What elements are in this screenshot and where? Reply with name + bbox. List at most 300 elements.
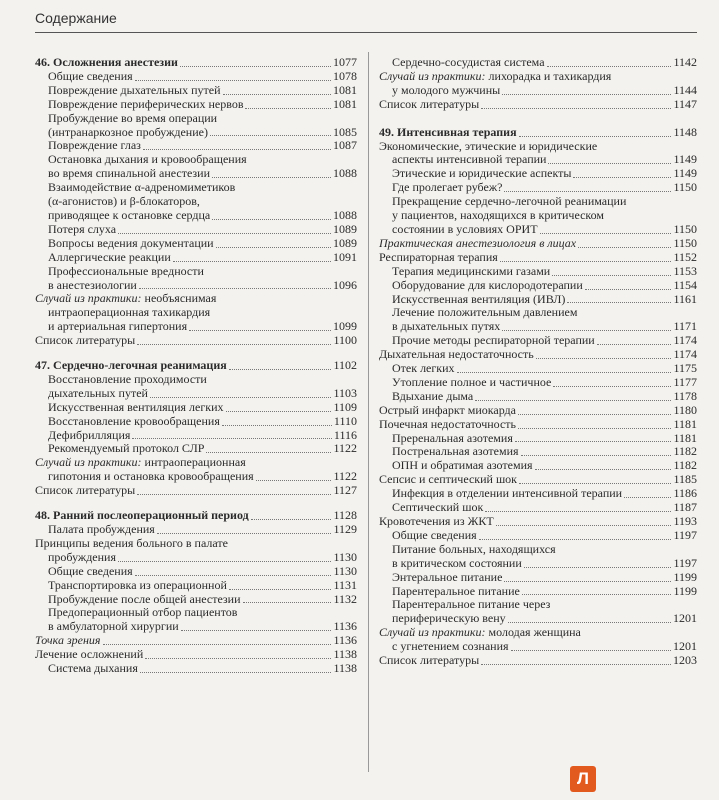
toc-entry bbox=[379, 585, 697, 599]
page-number: 1077 bbox=[333, 55, 357, 69]
toc-entry bbox=[35, 237, 357, 251]
toc-entry bbox=[35, 565, 357, 579]
dot-leader bbox=[118, 561, 331, 562]
toc-entry-text: Случай из практики: bbox=[379, 68, 486, 83]
toc-entry-title bbox=[48, 662, 138, 676]
toc-entry-text: 48. Ранний послеоперационный период bbox=[35, 508, 249, 523]
toc-entry-title bbox=[392, 293, 565, 307]
dot-leader bbox=[135, 575, 332, 576]
toc-entry-text: Оборудование для кислородотерапии bbox=[392, 277, 583, 292]
page-number: 1178 bbox=[673, 388, 697, 403]
toc-entry bbox=[379, 265, 697, 279]
dot-leader bbox=[206, 452, 331, 453]
toc-entry bbox=[379, 209, 697, 223]
page-number: 1174 bbox=[673, 347, 697, 362]
toc-entry-title bbox=[392, 56, 545, 70]
toc-entry-title bbox=[392, 585, 520, 599]
toc-entry bbox=[379, 153, 697, 167]
toc-entry-text: Повреждение периферических нервов bbox=[48, 96, 244, 111]
dot-leader bbox=[245, 108, 331, 109]
toc-entry bbox=[35, 251, 357, 265]
toc-entry-text: в критическом состоянии bbox=[392, 555, 522, 570]
dot-leader bbox=[475, 400, 671, 401]
toc-entry-text: Искусственная вентиляция (ИВЛ) bbox=[392, 291, 566, 306]
toc-entry-title bbox=[392, 306, 577, 320]
toc-entry bbox=[379, 432, 697, 446]
page-number: 1177 bbox=[673, 374, 697, 389]
toc-entry-title bbox=[48, 565, 133, 579]
dot-leader bbox=[536, 358, 672, 359]
toc-entry-title bbox=[35, 456, 246, 470]
toc-entry-text: Практическая анестезиология в лицах bbox=[379, 235, 577, 250]
page-number: 1109 bbox=[333, 399, 357, 414]
toc-entry-text: ОПН и обратимая азотемия bbox=[392, 458, 533, 473]
toc-entry bbox=[35, 373, 357, 387]
toc-entry bbox=[379, 140, 697, 154]
dot-leader bbox=[573, 177, 671, 178]
toc-entry-text: Сердечно-сосудистая система bbox=[392, 55, 545, 69]
toc-entry-text: Утопление полное и частичное bbox=[392, 374, 552, 389]
toc-entry bbox=[379, 320, 697, 334]
toc-entry bbox=[35, 537, 357, 551]
toc-entry-title bbox=[48, 167, 210, 181]
toc-entry-text: Прекращение сердечно-легочной реанимации bbox=[392, 194, 627, 209]
toc-entry-text: во время спинальной анестезии bbox=[48, 166, 211, 181]
toc-entry bbox=[35, 648, 357, 662]
page-number: 1182 bbox=[673, 444, 697, 459]
toc-entry-title bbox=[48, 306, 210, 320]
toc-entry-title bbox=[392, 487, 622, 501]
toc-entry-title bbox=[392, 390, 473, 404]
toc-chapter bbox=[35, 56, 357, 70]
page-number: 1161 bbox=[673, 291, 697, 306]
page-number: 1148 bbox=[673, 124, 697, 139]
toc-entry-title bbox=[48, 470, 254, 484]
toc-entry-text: Случай из практики: bbox=[379, 625, 486, 640]
toc-entry bbox=[35, 223, 357, 237]
page-number: 1116 bbox=[333, 427, 357, 442]
toc-entry-text: с угнетением сознания bbox=[392, 639, 509, 654]
toc-column-left bbox=[35, 56, 357, 676]
toc-entry-text: Восстановление проходимости bbox=[48, 371, 207, 386]
page-number: 1175 bbox=[673, 361, 697, 376]
page-number: 1110 bbox=[333, 413, 357, 428]
toc-entry-text: интраоперационная тахикардия bbox=[48, 305, 211, 320]
toc-entry-title bbox=[379, 126, 517, 140]
toc-entry bbox=[379, 473, 697, 487]
toc-entry-text: дыхательных путей bbox=[48, 385, 148, 400]
toc-entry-text: Список литературы bbox=[379, 96, 480, 111]
page-number: 1181 bbox=[673, 430, 697, 445]
dot-leader bbox=[522, 594, 672, 595]
toc-entry bbox=[379, 84, 697, 98]
toc-entry bbox=[35, 387, 357, 401]
toc-entry bbox=[379, 251, 697, 265]
page-number: 1193 bbox=[673, 514, 697, 528]
page-number: 1187 bbox=[673, 500, 697, 515]
toc-entry-title bbox=[379, 70, 611, 84]
dot-leader bbox=[481, 108, 671, 109]
toc-entry-title bbox=[392, 195, 626, 209]
toc-entry-title bbox=[392, 571, 502, 585]
dot-leader bbox=[521, 455, 672, 456]
toc-entry bbox=[35, 209, 357, 223]
toc-entry-title bbox=[48, 237, 214, 251]
toc-entry-text-rest: интраоперационная bbox=[141, 455, 246, 470]
toc-entry-text: Сепсис и септический шок bbox=[379, 472, 518, 487]
toc-entry-text: Потеря слуха bbox=[48, 221, 117, 236]
toc-entry-title bbox=[35, 484, 135, 498]
page-number: 1171 bbox=[673, 319, 697, 334]
dot-leader bbox=[500, 261, 672, 262]
toc-entry-text: Принципы ведения больного в палате bbox=[35, 535, 228, 550]
toc-entry-title bbox=[392, 543, 556, 557]
toc-entry bbox=[35, 98, 357, 112]
toc-entry-title bbox=[35, 634, 101, 648]
page-number: 1078 bbox=[333, 68, 357, 83]
toc-entry-title bbox=[35, 509, 249, 523]
toc-entry-text: 46. Осложнения анестезии bbox=[35, 55, 178, 69]
dot-leader bbox=[553, 386, 671, 387]
toc-entry bbox=[35, 334, 357, 348]
toc-entry bbox=[379, 529, 697, 543]
toc-entry-text: периферическую вену bbox=[392, 611, 506, 626]
toc-entry bbox=[35, 456, 357, 470]
toc-entry bbox=[379, 348, 697, 362]
toc-entry bbox=[35, 306, 357, 320]
dot-leader bbox=[139, 288, 331, 289]
toc-entry bbox=[379, 376, 697, 390]
dot-leader bbox=[479, 539, 672, 540]
toc-entry bbox=[379, 626, 697, 640]
page-number: 1088 bbox=[333, 166, 357, 181]
page-number: 1131 bbox=[333, 577, 357, 592]
toc-entry-title bbox=[392, 445, 519, 459]
page-number: 1127 bbox=[333, 483, 357, 498]
toc-entry bbox=[379, 167, 697, 181]
dot-leader bbox=[567, 302, 671, 303]
toc-entry-text: Случай из практики: bbox=[35, 291, 142, 306]
page-number: 1099 bbox=[333, 319, 357, 334]
toc-chapter bbox=[35, 359, 357, 373]
toc-entry-title bbox=[48, 251, 171, 265]
toc-entry-text: Случай из практики: bbox=[35, 455, 142, 470]
page-number: 1088 bbox=[333, 207, 357, 222]
dot-leader bbox=[502, 94, 671, 95]
toc-entry bbox=[379, 362, 697, 376]
page-number: 1091 bbox=[333, 249, 357, 264]
toc-entry-text: Остановка дыхания и кровообращения bbox=[48, 152, 247, 167]
dot-leader bbox=[519, 483, 671, 484]
toc-entry-text: Экономические, этические и юридические bbox=[379, 138, 598, 153]
page-number: 1132 bbox=[333, 591, 357, 606]
running-header: Содержание bbox=[35, 10, 117, 26]
dot-leader bbox=[457, 372, 672, 373]
toc-entry-title bbox=[48, 415, 220, 429]
toc-entry-title bbox=[392, 598, 550, 612]
toc-entry bbox=[379, 404, 697, 418]
toc-entry-text: Кровотечения из ЖКТ bbox=[379, 514, 494, 528]
toc-entry-title bbox=[379, 418, 516, 432]
toc-entry-title bbox=[48, 112, 217, 126]
toc-entry bbox=[379, 334, 697, 348]
toc-entry-title bbox=[48, 442, 204, 456]
toc-entry-title bbox=[48, 70, 133, 84]
toc-entry-title bbox=[48, 373, 207, 387]
toc-entry-text: у молодого мужчины bbox=[392, 82, 501, 97]
toc-entry-title bbox=[48, 209, 210, 223]
toc-entry bbox=[35, 167, 357, 181]
dot-leader bbox=[181, 630, 332, 631]
toc-entry-text: Дыхательная недостаточность bbox=[379, 347, 534, 362]
toc-entry-title bbox=[379, 98, 479, 112]
toc-entry-text: Парентеральное питание bbox=[392, 583, 520, 598]
toc-entry-text: Точка зрения bbox=[35, 633, 101, 648]
toc-entry-text: Парентеральное питание через bbox=[392, 597, 551, 612]
toc-entry-text: Список литературы bbox=[35, 483, 136, 498]
toc-entry bbox=[379, 390, 697, 404]
toc-entry-title bbox=[392, 640, 509, 654]
toc-entry-text: Дефибрилляция bbox=[48, 427, 131, 442]
toc-entry bbox=[379, 612, 697, 626]
toc-entry-title bbox=[392, 501, 483, 515]
toc-entry-text: Этические и юридические аспекты bbox=[392, 166, 572, 181]
toc-entry bbox=[379, 98, 697, 112]
toc-entry-title bbox=[392, 265, 550, 279]
toc-entry-text-rest: лихорадка и тахикардия bbox=[485, 68, 612, 83]
toc-entry bbox=[35, 126, 357, 140]
toc-entry-title bbox=[35, 648, 143, 662]
toc-entry-text: Энтеральное питание bbox=[392, 569, 503, 584]
toc-entry bbox=[379, 70, 697, 84]
toc-entry-text: Терапия медицинскими газами bbox=[392, 263, 551, 278]
dot-leader bbox=[229, 589, 332, 590]
dot-leader bbox=[229, 369, 332, 370]
toc-entry-title bbox=[48, 387, 148, 401]
toc-entry-text: Прочие методы респираторной терапии bbox=[392, 333, 595, 348]
page-number: 1154 bbox=[673, 277, 697, 292]
page-number: 1152 bbox=[673, 249, 697, 264]
dot-leader bbox=[597, 344, 672, 345]
dot-leader bbox=[212, 219, 331, 220]
dot-leader bbox=[548, 163, 671, 164]
dot-leader bbox=[540, 233, 672, 234]
toc-entry bbox=[379, 654, 697, 668]
toc-entry-text: Респираторная терапия bbox=[379, 249, 498, 264]
page-number: 1081 bbox=[333, 82, 357, 97]
toc-entry-text: Пробуждение во время операции bbox=[48, 110, 218, 125]
toc-entry-title bbox=[48, 593, 241, 607]
toc-entry-title bbox=[379, 515, 494, 529]
toc-entry-text-rest: молодая женщина bbox=[485, 625, 581, 640]
toc-entry-title bbox=[35, 334, 135, 348]
toc-entry bbox=[379, 181, 697, 195]
dot-leader bbox=[496, 525, 672, 526]
dot-leader bbox=[103, 644, 332, 645]
toc-entry-title bbox=[392, 167, 571, 181]
section-spacer bbox=[379, 112, 697, 126]
dot-leader bbox=[585, 289, 672, 290]
column-divider bbox=[368, 52, 369, 772]
page-number: 1147 bbox=[673, 96, 697, 111]
dot-leader bbox=[157, 533, 332, 534]
toc-entry bbox=[379, 459, 697, 473]
toc-entry bbox=[35, 634, 357, 648]
toc-entry-title bbox=[379, 237, 576, 251]
toc-entry bbox=[35, 523, 357, 537]
dot-leader bbox=[212, 177, 331, 178]
dot-leader bbox=[524, 567, 672, 568]
toc-entry bbox=[35, 279, 357, 293]
page-number: 1129 bbox=[333, 522, 357, 536]
toc-entry bbox=[379, 557, 697, 571]
toc-entry-text: аспекты интенсивной терапии bbox=[392, 152, 547, 167]
publisher-logo: Л bbox=[570, 766, 596, 792]
page-number: 1138 bbox=[333, 661, 357, 676]
page-number: 1102 bbox=[333, 358, 357, 373]
toc-entry-text: Лечение осложнений bbox=[35, 647, 144, 662]
dot-leader bbox=[135, 80, 331, 81]
toc-entry-title bbox=[392, 153, 546, 167]
page-number: 1122 bbox=[333, 441, 357, 456]
page-number: 1138 bbox=[333, 647, 357, 662]
toc-entry-title bbox=[35, 359, 227, 373]
page-number: 1180 bbox=[673, 402, 697, 417]
dot-leader bbox=[552, 275, 671, 276]
toc-entry-title bbox=[392, 362, 455, 376]
toc-entry bbox=[35, 401, 357, 415]
toc-entry-text-rest: необъяснимая bbox=[141, 291, 217, 306]
page-number: 1122 bbox=[333, 469, 357, 484]
toc-entry-text: Предоперационный отбор пациентов bbox=[48, 605, 238, 620]
toc-entry-title bbox=[392, 376, 551, 390]
page-number: 1197 bbox=[673, 555, 697, 570]
dot-leader bbox=[518, 414, 671, 415]
toc-entry-text: у пациентов, находящихся в критическом bbox=[392, 208, 604, 223]
toc-chapter bbox=[35, 509, 357, 523]
toc-entry-title bbox=[392, 334, 595, 348]
dot-leader bbox=[173, 261, 331, 262]
toc-entry-title bbox=[392, 320, 500, 334]
toc-entry-text: Пробуждение после общей анестезии bbox=[48, 591, 241, 606]
dot-leader bbox=[140, 672, 332, 673]
toc-entry-title bbox=[392, 459, 533, 473]
toc-entry-title bbox=[48, 98, 243, 112]
toc-entry-title bbox=[48, 401, 224, 415]
toc-entry bbox=[379, 56, 697, 70]
toc-entry bbox=[379, 445, 697, 459]
toc-entry-title bbox=[392, 223, 538, 237]
toc-entry-title bbox=[392, 529, 477, 543]
toc-entry bbox=[379, 487, 697, 501]
toc-entry-title bbox=[48, 279, 137, 293]
toc-entry-text: в амбулаторной хирургии bbox=[48, 619, 179, 634]
dot-leader bbox=[132, 438, 332, 439]
toc-entry-title bbox=[379, 626, 581, 640]
dot-leader bbox=[137, 494, 331, 495]
dot-leader bbox=[547, 66, 672, 67]
page-number: 1201 bbox=[673, 639, 697, 654]
dot-leader bbox=[504, 191, 671, 192]
toc-entry bbox=[35, 593, 357, 607]
dot-leader bbox=[518, 428, 671, 429]
page-number: 1096 bbox=[333, 277, 357, 292]
toc-entry-text: Лечение положительным давлением bbox=[392, 305, 578, 320]
page-number: 1081 bbox=[333, 96, 357, 111]
toc-entry bbox=[35, 429, 357, 443]
toc-entry bbox=[379, 293, 697, 307]
toc-entry-text: и артериальная гипертония bbox=[48, 319, 188, 334]
toc-entry bbox=[379, 279, 697, 293]
dot-leader bbox=[519, 136, 672, 137]
toc-entry-title bbox=[379, 473, 517, 487]
toc-entry-title bbox=[392, 557, 522, 571]
dot-leader bbox=[226, 411, 332, 412]
toc-entry-text: Где пролегает рубеж? bbox=[392, 180, 503, 195]
toc-entry-text: Профессиональные вредности bbox=[48, 263, 204, 278]
toc-chapter bbox=[379, 126, 697, 140]
toc-entry-text: Восстановление кровообращения bbox=[48, 413, 220, 428]
toc-entry bbox=[35, 320, 357, 334]
toc-entry bbox=[379, 571, 697, 585]
toc-entry-text: пробуждения bbox=[48, 549, 116, 564]
dot-leader bbox=[180, 66, 331, 67]
toc-entry bbox=[379, 515, 697, 529]
page-number: 1136 bbox=[333, 619, 357, 634]
toc-entry-text: в анестезиологии bbox=[48, 277, 137, 292]
page-number: 1197 bbox=[673, 527, 697, 542]
toc-entry-text: приводящее к остановке сердца bbox=[48, 207, 211, 222]
toc-entry-text: Список литературы bbox=[35, 333, 136, 348]
page-number: 1085 bbox=[333, 124, 357, 139]
toc-entry bbox=[379, 237, 697, 251]
toc-entry bbox=[379, 195, 697, 209]
toc-entry bbox=[379, 543, 697, 557]
toc-entry-title bbox=[392, 432, 513, 446]
toc-entry-title bbox=[392, 181, 502, 195]
toc-entry-title bbox=[48, 153, 247, 167]
page-number: 1199 bbox=[673, 583, 697, 598]
toc-entry-text: 47. Сердечно-легочная реанимация bbox=[35, 358, 227, 373]
toc-entry-title bbox=[48, 84, 221, 98]
toc-entry-title bbox=[48, 181, 235, 195]
toc-entry-text: Взаимодействие α-адреномиметиков bbox=[48, 180, 236, 195]
toc-entry-text: Септический шок bbox=[392, 500, 484, 515]
toc-entry bbox=[35, 292, 357, 306]
toc-entry bbox=[35, 484, 357, 498]
toc-entry-title bbox=[48, 429, 130, 443]
page-number: 1149 bbox=[673, 166, 697, 181]
dot-leader bbox=[243, 602, 332, 603]
toc-entry-text: Список литературы bbox=[379, 653, 480, 668]
page-number: 1100 bbox=[333, 333, 357, 348]
toc-entry-title bbox=[48, 551, 116, 565]
dot-leader bbox=[578, 247, 671, 248]
toc-entry bbox=[35, 606, 357, 620]
toc-entry-text: Общие сведения bbox=[48, 563, 133, 578]
page-number: 1186 bbox=[673, 486, 697, 501]
toc-entry-text: Аллергические реакции bbox=[48, 249, 171, 264]
toc-entry-text: Вопросы ведения документации bbox=[48, 235, 214, 250]
dot-leader bbox=[624, 497, 671, 498]
toc-entry bbox=[35, 551, 357, 565]
page-number: 1150 bbox=[673, 221, 697, 236]
dot-leader bbox=[137, 344, 331, 345]
page-number: 1185 bbox=[673, 472, 697, 487]
toc-entry-text: Постренальная азотемия bbox=[392, 444, 519, 459]
page-number: 1089 bbox=[333, 221, 357, 236]
toc-entry bbox=[35, 70, 357, 84]
